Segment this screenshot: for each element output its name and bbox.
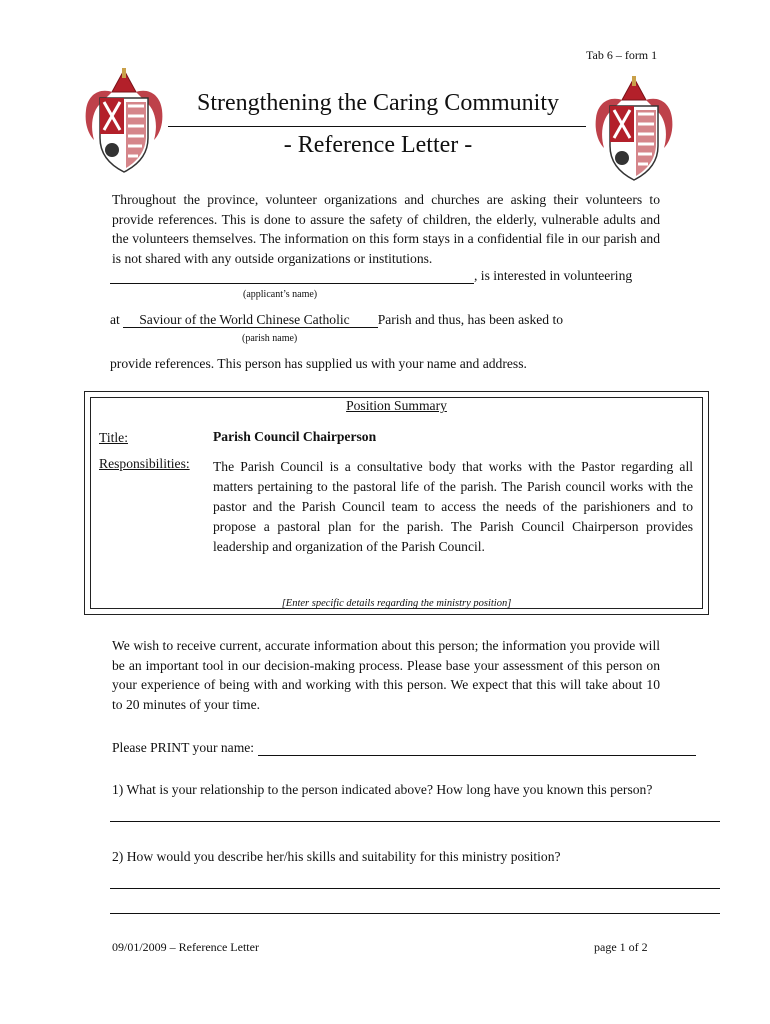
footer-date-reference: 09/01/2009 – Reference Letter bbox=[112, 940, 259, 954]
parish-row bbox=[110, 312, 670, 328]
position-title-label bbox=[99, 430, 128, 446]
print-name-field[interactable] bbox=[258, 742, 696, 756]
applicant-name-field[interactable] bbox=[110, 269, 474, 284]
position-title-label-text: Title: bbox=[99, 430, 128, 445]
applicant-caption: (applicant’s name) bbox=[243, 289, 318, 300]
position-details-note: [Enter specific details regarding the ministry position] bbox=[281, 598, 512, 609]
position-summary-heading-text: Position Summary bbox=[346, 398, 447, 413]
document-title: Strengthening the Caring Community bbox=[197, 90, 559, 116]
parish-suffix: Parish and thus, has been asked to bbox=[377, 312, 564, 327]
diocesan-crest-left bbox=[82, 66, 166, 178]
document-subtitle: - Reference Letter - bbox=[283, 132, 473, 158]
title-underline bbox=[168, 126, 586, 127]
applicant-suffix: , is interested in volunteering bbox=[474, 268, 633, 283]
parish-caption: (parish name) bbox=[242, 333, 298, 344]
wish-paragraph: We wish to receive current, accurate information about this person; the information you provide will be an important tool in our decision-making process. Please base your assessment of this person on your experience of being with and working with this person. We expect that this will take about 10 to 20 minutes of your time. bbox=[112, 638, 660, 712]
answer-1-line[interactable] bbox=[110, 821, 720, 822]
form-tab-reference: Tab 6 – form 1 bbox=[586, 48, 658, 62]
position-title-value: Parish Council Chairperson bbox=[213, 429, 377, 444]
diocesan-crest-right bbox=[592, 74, 676, 186]
at-label: at bbox=[110, 312, 120, 327]
answer-2-line-1[interactable] bbox=[110, 888, 720, 889]
position-summary-heading bbox=[90, 398, 703, 414]
responsibilities-value: The Parish Council is a consultative body that works with the Pastor regarding all matters pertaining to the pastoral life of the parish. The Parish council works with the pastor and the Parish Council team to access the needs of the parishioners and to propose a pastoral plan for the parish. The Parish Council Chairperson provides leadership and organization of the Parish Council. bbox=[213, 459, 693, 554]
applicant-row bbox=[110, 268, 660, 284]
provide-references-text: provide references. This person has supplied us with your name and address. bbox=[110, 356, 527, 371]
print-name-row bbox=[112, 740, 696, 756]
print-name-label: Please PRINT your name: bbox=[112, 740, 255, 755]
responsibilities-label bbox=[99, 456, 190, 472]
answer-2-line-2[interactable] bbox=[110, 913, 720, 914]
responsibilities-label-text: Responsibilities: bbox=[99, 456, 190, 471]
question-1: 1) What is your relationship to the person indicated above? How long have you known this person? bbox=[112, 782, 653, 797]
parish-name-field[interactable]: Saviour of the World Chinese Catholic bbox=[123, 312, 377, 328]
intro-paragraph: Throughout the province, volunteer organizations and churches are asking their volunteers to provide references. This is done to assure the safety of children, the elderly, vulnerable adults and the volunteers themselves. The information on this form stays in a confidential file in our parish and is not shared with any outside organizations or institutions. bbox=[112, 192, 660, 266]
footer-page-number: page 1 of 2 bbox=[594, 940, 648, 954]
question-2: 2) How would you describe her/his skills and suitability for this ministry position? bbox=[112, 849, 561, 864]
